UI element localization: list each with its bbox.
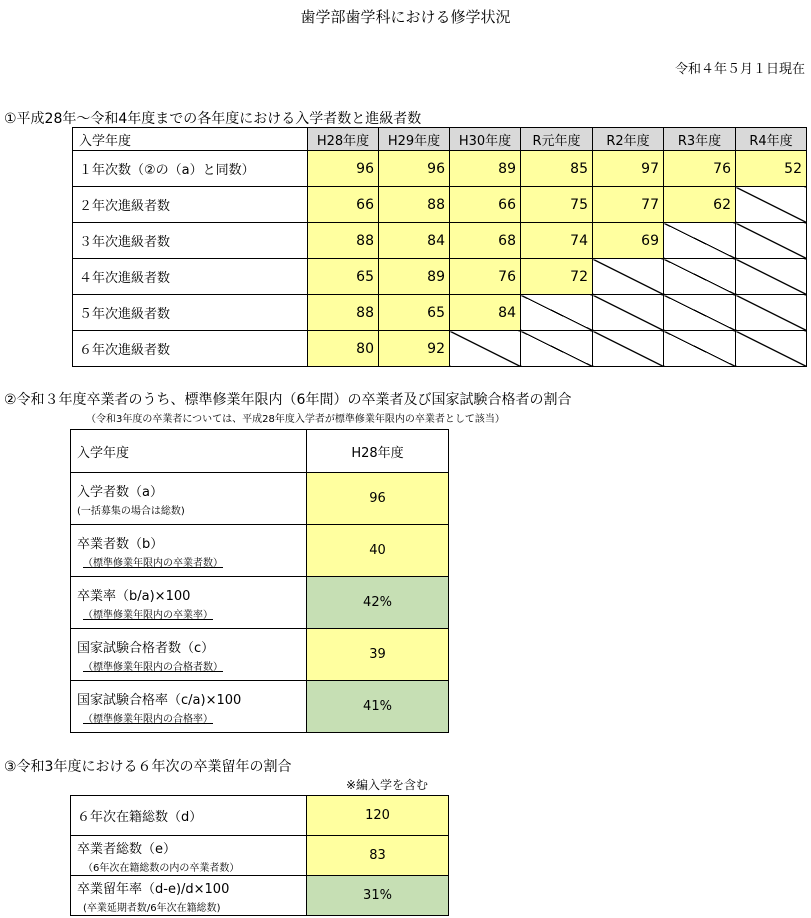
enrollment-progression-table — [72, 127, 807, 367]
table-row — [73, 259, 807, 295]
year-header: R4年度 — [736, 128, 807, 151]
table-row — [71, 577, 449, 629]
value-cell: 40 — [307, 525, 449, 577]
table-row — [71, 836, 449, 876]
row-label: ２年次進級者数 — [73, 187, 308, 223]
table-header-row — [71, 430, 449, 473]
table-row — [71, 629, 449, 681]
page-title: 歯学部歯学科における修学状況 — [300, 8, 511, 26]
value-cell: 72 — [521, 259, 593, 295]
row-label-sub: (一括募集の場合は総数) — [77, 505, 185, 517]
row-label — [71, 796, 307, 836]
table-row — [73, 295, 807, 331]
value-cell: 66 — [450, 187, 521, 223]
value-cell: 88 — [308, 223, 379, 259]
year-header: R3年度 — [664, 128, 736, 151]
value-cell: 96 — [307, 473, 449, 525]
row-label: ６年次進級者数 — [73, 331, 308, 367]
value-cell: 76 — [450, 259, 521, 295]
graduation-rate-table — [70, 429, 449, 733]
year-header: H29年度 — [379, 128, 450, 151]
row-label: ４年次進級者数 — [73, 259, 308, 295]
row-label: ３年次進級者数 — [73, 223, 308, 259]
value-cell: 69 — [593, 223, 664, 259]
value-cell: 89 — [450, 151, 521, 187]
year-header: H28年度 — [307, 430, 449, 473]
value-cell: 77 — [593, 187, 664, 223]
table-row — [73, 223, 807, 259]
graduation-delay-table — [70, 795, 449, 916]
value-cell: 65 — [379, 295, 450, 331]
row-header-label: 入学年度 — [73, 128, 308, 151]
section3-title: ③令和3年度における６年次の卒業留年の割合 — [4, 759, 292, 775]
value-cell: 120 — [307, 796, 449, 836]
empty-slashed-cell — [664, 331, 736, 367]
row-label-main: 卒業者数（b） — [77, 536, 164, 552]
row-label-sub: （標準修業年限内の卒業率） — [83, 609, 213, 621]
section1-title: ①平成28年～令和4年度までの各年度における入学者数と進級者数 — [4, 111, 422, 127]
row-label-main: 入学者数（a） — [77, 484, 163, 500]
empty-slashed-cell — [593, 259, 664, 295]
table-row — [71, 876, 449, 916]
empty-slashed-cell — [664, 295, 736, 331]
year-header: H30年度 — [450, 128, 521, 151]
empty-slashed-cell — [736, 259, 807, 295]
value-cell: 89 — [379, 259, 450, 295]
row-label — [71, 473, 307, 525]
row-label-main: ６年次在籍総数（d） — [77, 810, 203, 825]
value-cell: 80 — [308, 331, 379, 367]
row-label — [71, 525, 307, 577]
row-label — [71, 629, 307, 681]
section3-note: ※編入学を含む — [346, 778, 429, 792]
value-cell: 84 — [450, 295, 521, 331]
table-header-row — [73, 128, 807, 151]
row-label-main: 卒業率（b/a)×100 — [77, 588, 191, 604]
empty-slashed-cell — [521, 295, 593, 331]
year-header: R元年度 — [521, 128, 593, 151]
section2-note: （令和3年度の卒業者については、平成28年度入学者が標準修業年限内の卒業者として該当） — [86, 414, 505, 425]
value-cell: 85 — [521, 151, 593, 187]
row-label: １年次数（②の（a）と同数） — [73, 151, 308, 187]
row-label-main: 国家試験合格者数（c） — [77, 640, 215, 656]
value-cell: 68 — [450, 223, 521, 259]
row-label-sub: （標準修業年限内の合格率） — [83, 713, 213, 725]
row-label-sub: （標準修業年限内の卒業者数） — [83, 557, 223, 569]
value-cell: 76 — [664, 151, 736, 187]
row-label-sub: （6年次在籍総数の内の卒業者数） — [83, 862, 240, 874]
value-cell: 96 — [379, 151, 450, 187]
year-header: H28年度 — [308, 128, 379, 151]
empty-slashed-cell — [664, 223, 736, 259]
row-label — [71, 577, 307, 629]
table-row — [73, 187, 807, 223]
value-cell: 97 — [593, 151, 664, 187]
table-row — [73, 151, 807, 187]
row-label — [71, 681, 307, 733]
value-cell: 88 — [379, 187, 450, 223]
value-cell: 41% — [307, 681, 449, 733]
row-label-main: 卒業留年率（d-e)/d×100 — [77, 881, 230, 897]
empty-slashed-cell — [736, 223, 807, 259]
row-label-main: 卒業者総数（e） — [77, 841, 176, 857]
value-cell: 96 — [308, 151, 379, 187]
empty-slashed-cell — [521, 331, 593, 367]
table-row — [71, 525, 449, 577]
value-cell: 65 — [308, 259, 379, 295]
empty-slashed-cell — [736, 331, 807, 367]
row-header-label: 入学年度 — [71, 430, 307, 473]
value-cell: 83 — [307, 836, 449, 876]
value-cell: 75 — [521, 187, 593, 223]
empty-slashed-cell — [736, 187, 807, 223]
table-row — [71, 473, 449, 525]
value-cell: 84 — [379, 223, 450, 259]
empty-slashed-cell — [664, 259, 736, 295]
row-label-sub: （標準修業年限内の合格者数） — [83, 661, 223, 673]
row-label — [71, 836, 307, 876]
table-row — [71, 681, 449, 733]
year-header: R2年度 — [593, 128, 664, 151]
as-of-date: 令和４年５月１日現在 — [674, 62, 805, 77]
value-cell: 88 — [308, 295, 379, 331]
empty-slashed-cell — [736, 295, 807, 331]
table-row — [71, 796, 449, 836]
value-cell: 92 — [379, 331, 450, 367]
value-cell: 31% — [307, 876, 449, 916]
empty-slashed-cell — [593, 295, 664, 331]
section2-title: ②令和３年度卒業者のうち、標準修業年限内（6年間）の卒業者及び国家試験合格者の割合 — [4, 392, 572, 408]
table-row — [73, 331, 807, 367]
value-cell: 74 — [521, 223, 593, 259]
empty-slashed-cell — [593, 331, 664, 367]
value-cell: 42% — [307, 577, 449, 629]
value-cell: 62 — [664, 187, 736, 223]
value-cell: 66 — [308, 187, 379, 223]
value-cell: 39 — [307, 629, 449, 681]
empty-slashed-cell — [450, 331, 521, 367]
row-label-main: 国家試験合格率（c/a)×100 — [77, 692, 242, 708]
value-cell: 52 — [736, 151, 807, 187]
row-label — [71, 876, 307, 916]
row-label: ５年次進級者数 — [73, 295, 308, 331]
row-label-sub: (卒業延期者数/6年次在籍総数) — [83, 902, 221, 914]
